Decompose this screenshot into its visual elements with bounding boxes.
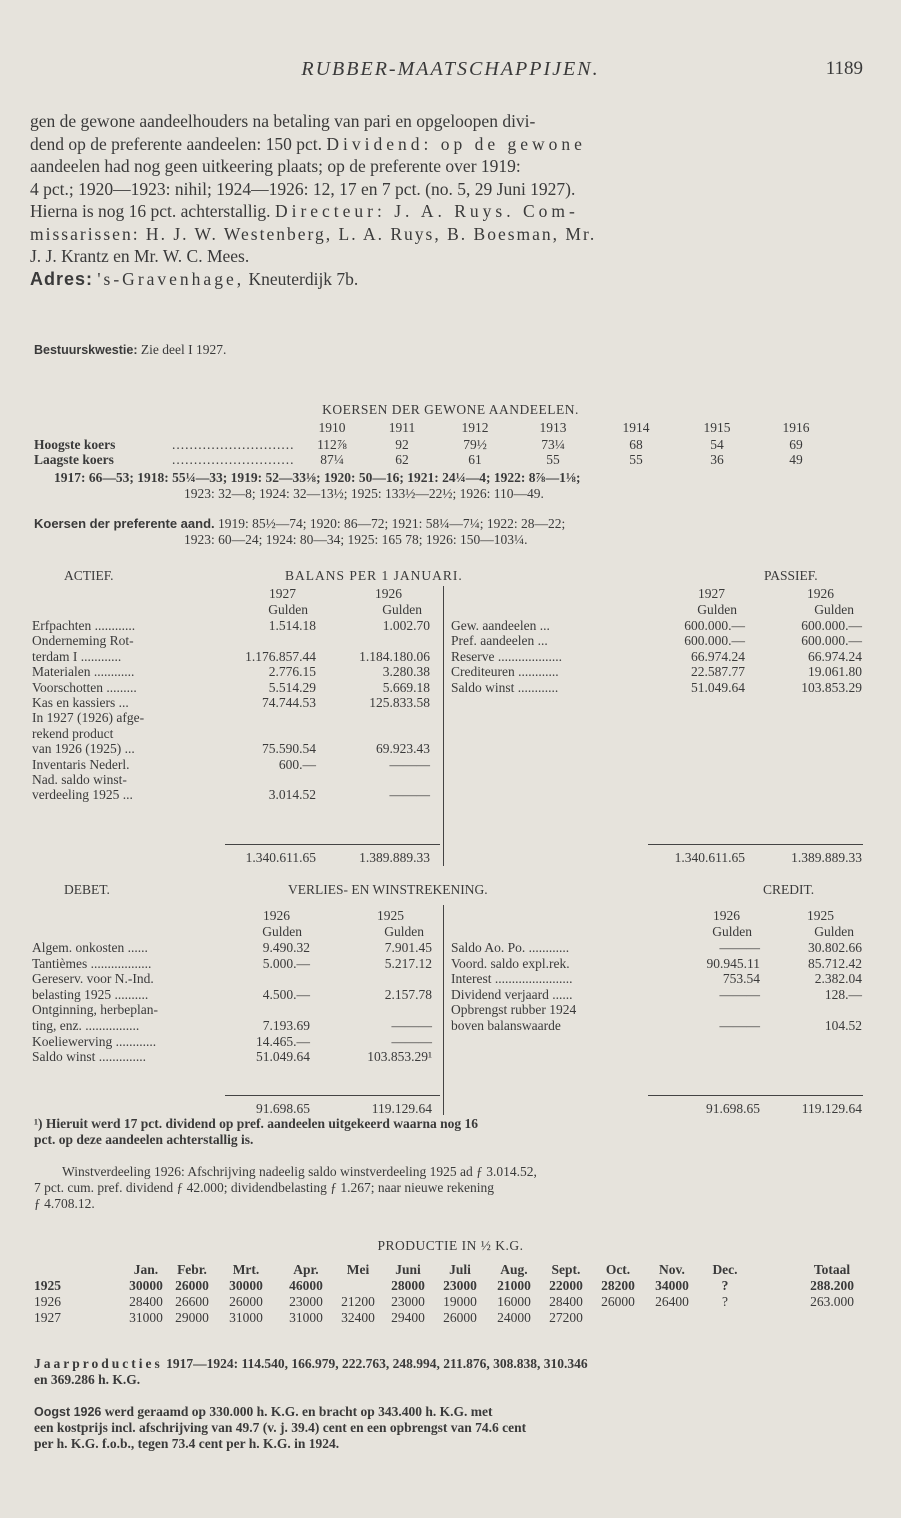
column-unit: Gulden (268, 602, 308, 617)
column-year: 1926 (375, 586, 402, 601)
left-row-value-b: 1.002.70 (382, 618, 430, 633)
koersen-row-dots: ............................ (172, 437, 295, 452)
right-row-value-b: 66.974.24 (808, 648, 862, 664)
koersen-value: 55 (629, 452, 643, 467)
column-unit: Gulden (814, 924, 854, 939)
right-row-value-a: ——— (719, 940, 760, 955)
productie-year: 1925 (34, 1278, 61, 1293)
productie-value: ? (722, 1294, 728, 1309)
left-total-b: 119.129.64 (371, 1101, 432, 1116)
productie-value: 30000 (229, 1278, 263, 1293)
right-row-value-b: 128.— (824, 986, 862, 1002)
productie-month: Mrt. (232, 1262, 260, 1277)
koersen-value: 73¼ (541, 437, 565, 452)
running-header (0, 58, 901, 88)
koersen-value: 79½ (463, 437, 487, 452)
column-unit: Gulden (697, 602, 737, 617)
adres-street: Kneuterdijk 7b. (248, 268, 359, 289)
right-total-a: 1.340.611.65 (674, 850, 745, 865)
directeur-label: Directeur: J. A. Ruys. Com- (274, 201, 579, 221)
koersen-value: 112⅞ (317, 437, 347, 452)
jaar-line-2: en 369.286 h. K.G. (34, 1372, 141, 1387)
left-row-value-a: 7.193.69 (262, 1018, 310, 1033)
left-row-label: rekend product (32, 725, 114, 741)
left-row-value-a: 74.744.53 (262, 695, 316, 710)
left-total-a: 1.340.611.65 (245, 850, 316, 865)
right-row-label: Reserve ................... (451, 648, 562, 664)
right-row-value-a: 51.049.64 (691, 679, 745, 695)
right-row-value-a: 90.945.11 (706, 955, 760, 971)
right-row-value-a: 753.54 (722, 971, 760, 987)
left-row-label: terdam I ............ (32, 648, 122, 664)
adres-line (30, 268, 870, 291)
intro-line-5-text: Hierna is nog 16 pct. achterstallig. (30, 201, 275, 221)
productie-month: Juli (449, 1262, 471, 1277)
adres-city: 's-Gravenhage, (97, 268, 245, 289)
intro-line-6: missarissen: H. J. W. Westenberg, L. A. Ruys, B. Boesman, Mr. (30, 223, 597, 244)
oogst-line-2: een kostprijs incl. afschrijving van 49.7 (v. j. 39.4) cent en een opbrengst van 74.6 cent (34, 1420, 527, 1435)
credit-heading: CREDIT. (763, 882, 815, 897)
koersen-value: 69 (789, 437, 803, 452)
right-row-label: Saldo winst ............ (451, 679, 559, 695)
debet-heading: DEBET. (64, 882, 110, 897)
koersen-value: 92 (395, 437, 409, 452)
productie-value: 22000 (549, 1278, 583, 1293)
total-rule (225, 1095, 440, 1096)
left-total-a: 91.698.65 (256, 1101, 310, 1116)
koersen-year: 1915 (703, 420, 731, 435)
left-row-value-b: 5.669.18 (382, 679, 430, 695)
left-row-value-b: ——— (389, 756, 430, 772)
oogst-text-1: werd geraamd op 330.000 h. K.G. en bracht op 343.400 h. K.G. met (104, 1404, 493, 1419)
left-row-label: Gereserv. voor N.-Ind. (32, 971, 154, 987)
productie-value: 263.000 (810, 1294, 854, 1309)
balans-title: BALANS PER 1 JANUARI. (285, 568, 463, 583)
pref-label: Koersen der preferente aand. (34, 516, 215, 531)
left-row-value-b: 3.280.38 (382, 664, 430, 680)
productie-value: 16000 (497, 1294, 531, 1309)
intro-line-1: gen de gewone aandeelhouders na betaling van pari en opgeloopen divi- (30, 111, 536, 131)
productie-value: 26400 (655, 1294, 689, 1309)
total-rule (225, 844, 440, 845)
left-row-value-b: 1.184.180.06 (359, 648, 430, 664)
column-unit: Gulden (384, 924, 424, 939)
koersen-year: 1912 (461, 420, 489, 435)
intro-paragraph (30, 110, 870, 290)
left-row-value-b: 5.217.12 (384, 955, 432, 971)
column-unit: Gulden (262, 924, 302, 939)
passief-heading: PASSIEF. (764, 568, 818, 583)
productie-title: PRODUCTIE IN ½ K.G. (377, 1238, 524, 1253)
right-row-value-b: 104.52 (824, 1018, 862, 1033)
total-rule (648, 1095, 863, 1096)
page-title: RUBBER-MAATSCHAPPIJEN. (301, 58, 600, 80)
productie-month: Totaal (813, 1262, 851, 1277)
winst-line-3: ƒ 4.708.12. (34, 1196, 95, 1211)
intro-line-2 (30, 133, 870, 156)
intro-line-2-text: dend op de preferente aandeelen: 150 pct. (30, 133, 327, 154)
right-row-label: boven balanswaarde (451, 1018, 561, 1033)
productie-month: Oct. (605, 1262, 631, 1277)
left-row-value-a: 1.176.857.44 (245, 648, 316, 664)
left-row-label: Nad. saldo winst- (32, 772, 127, 787)
oogst-line-3: per h. K.G. f.o.b., tegen 73.4 cent per h. K.G. in 1924. (34, 1436, 340, 1451)
productie-value: 23000 (289, 1294, 323, 1309)
productie-month: Jan. (133, 1262, 159, 1277)
dividend-label: Dividend: op de gewone (326, 133, 586, 154)
productie-value: 31000 (229, 1310, 263, 1325)
left-row-label: Erfpachten ............ (32, 618, 136, 633)
column-year: 1926 (263, 908, 290, 923)
productie-value: 29000 (175, 1310, 209, 1325)
productie-value: 34000 (655, 1278, 689, 1293)
right-row-label: Gew. aandeelen ... (451, 618, 550, 633)
koersen-year: 1913 (539, 420, 567, 435)
jaar-line-1 (34, 1356, 588, 1372)
column-unit: Gulden (814, 602, 854, 617)
left-row-value-b: ——— (391, 1033, 432, 1049)
right-row-value-b: 30.802.66 (808, 940, 862, 955)
koersen-value: 61 (468, 452, 482, 467)
right-row-value-b: 600.000.— (801, 633, 862, 649)
left-row-label: In 1927 (1926) afge- (32, 710, 145, 726)
koersen-value: 68 (629, 437, 643, 452)
pref-values-1: 1919: 85½—74; 1920: 86—72; 1921: 58¼—7¼; 1922: 28—22; (218, 516, 566, 531)
productie-value: ? (721, 1278, 729, 1293)
right-row-value-b: 600.000.— (801, 618, 862, 633)
column-unit: Gulden (382, 602, 422, 617)
column-year: 1926 (713, 908, 740, 923)
left-row-label: Saldo winst .............. (32, 1049, 147, 1065)
adres-label: Adres: (30, 268, 94, 289)
productie-month: Dec. (712, 1262, 738, 1277)
productie-value: 31000 (289, 1310, 323, 1325)
left-row-value-a: 14.465.— (256, 1033, 310, 1049)
productie-value: 24000 (497, 1310, 531, 1325)
right-row-value-a: 600.000.— (684, 618, 745, 633)
right-row-value-a: 22.587.77 (691, 664, 745, 680)
right-row-label: Interest ....................... (451, 971, 573, 987)
left-row-value-a: 600.— (278, 756, 316, 772)
left-row-label: Koeliewerving ............ (32, 1033, 157, 1049)
left-row-label: Tantièmes .................. (32, 955, 152, 971)
productie-value: 288.200 (810, 1278, 854, 1293)
left-row-value-b: 69.923.43 (376, 741, 430, 757)
left-row-label: ting, enz. ................ (32, 1018, 140, 1033)
left-row-label: van 1926 (1925) ... (32, 741, 135, 757)
left-row-value-a: 5.000.— (262, 955, 310, 971)
total-rule (648, 844, 863, 845)
productie-value: 30000 (129, 1278, 163, 1293)
koersen-value: 55 (546, 452, 560, 467)
column-year: 1927 (269, 586, 296, 601)
intro-line-5 (30, 200, 870, 223)
koersen-year: 1914 (622, 420, 650, 435)
footnote-2: pct. op deze aandeelen achterstallig is. (34, 1132, 254, 1147)
left-row-value-b: ——— (391, 1018, 432, 1033)
right-total-b: 119.129.64 (801, 1101, 862, 1116)
right-row-label: Pref. aandeelen ... (451, 633, 548, 649)
productie-value: 21200 (341, 1294, 375, 1309)
column-year: 1926 (807, 586, 834, 601)
right-row-value-a: ——— (719, 1018, 760, 1033)
productie-value: 28000 (391, 1278, 425, 1293)
productie-value: 19000 (443, 1294, 477, 1309)
right-row-value-a: 66.974.24 (691, 648, 745, 664)
column-year: 1925 (377, 908, 404, 923)
productie-month: Sept. (551, 1262, 581, 1277)
right-row-value-a: ——— (719, 986, 760, 1002)
right-row-value-b: 85.712.42 (808, 955, 862, 971)
left-row-value-a: 5.514.29 (268, 679, 316, 695)
productie-value: 21000 (497, 1278, 531, 1293)
koersen-value: 62 (395, 452, 409, 467)
koersen-row-dots: ............................ (172, 452, 295, 467)
intro-line-3: aandeelen had nog geen uitkeering plaats; op de preferente over 1919: (30, 156, 521, 176)
left-row-value-a: 51.049.64 (256, 1049, 310, 1065)
productie-value: 46000 (289, 1278, 323, 1293)
right-row-label: Dividend verjaard ...... (451, 986, 573, 1002)
productie-value: 31000 (129, 1310, 163, 1325)
left-row-label: Materialen ............ (32, 664, 135, 680)
koersen-value: 87¼ (320, 452, 344, 467)
pref-line-2: 1923: 60—24; 1924: 80—34; 1925: 165 78; 1926: 150—103¼. (184, 532, 528, 547)
left-row-label: Voorschotten ......... (32, 679, 137, 695)
bestuur-line (34, 342, 226, 359)
bestuur-label: Bestuurskwestie: (34, 343, 138, 357)
productie-year: 1926 (34, 1294, 61, 1309)
left-row-label: Inventaris Nederl. (32, 756, 130, 772)
koersen-value: 49 (789, 452, 803, 467)
left-row-label: belasting 1925 .......... (32, 986, 149, 1002)
productie-value: 26000 (601, 1294, 635, 1309)
left-row-value-b: 7.901.45 (384, 940, 432, 955)
koersen-row-label: Laagste koers (34, 452, 114, 467)
intro-line-7: J. J. Krantz en Mr. W. C. Mees. (30, 246, 250, 266)
balans-divider (443, 586, 444, 866)
winst-line-2: 7 pct. cum. pref. dividend ƒ 42.000; dividendbelasting ƒ 1.267; naar nieuwe rekening (34, 1180, 495, 1195)
productie-value: 28200 (601, 1278, 635, 1293)
jaar-label: Jaarproducties (34, 1356, 163, 1371)
column-year: 1925 (807, 908, 834, 923)
productie-value: 27200 (549, 1310, 583, 1325)
right-row-value-b: 2.382.04 (814, 971, 862, 987)
koersen-year: 1916 (782, 420, 810, 435)
koersen-value: 36 (710, 452, 724, 467)
productie-value: 29400 (391, 1310, 425, 1325)
koersen-row-label: Hoogste koers (34, 437, 116, 452)
left-row-label: Kas en kassiers ... (32, 695, 129, 710)
left-row-value-a: 9.490.32 (262, 940, 310, 955)
jaar-values: 1917—1924: 114.540, 166.979, 222.763, 248.994, 211.876, 308.838, 310.346 (166, 1356, 588, 1371)
productie-value: 28400 (129, 1294, 163, 1309)
footnote-1: ¹) Hieruit werd 17 pct. dividend op pref. aandeelen uitgekeerd waarna nog 16 (34, 1116, 479, 1131)
column-year: 1927 (698, 586, 725, 601)
column-unit: Gulden (712, 924, 752, 939)
left-row-value-b: 2.157.78 (384, 986, 432, 1002)
productie-month: Aug. (500, 1262, 528, 1277)
right-row-label: Saldo Ao. Po. ............ (451, 940, 570, 955)
verlies-divider (443, 905, 444, 1115)
koersen-line-2: 1923: 32—8; 1924: 32—13½; 1925: 133½—22½; 1926: 110—49. (184, 486, 544, 501)
left-row-value-b: ——— (389, 787, 430, 803)
koersen-value: 54 (710, 437, 724, 452)
productie-value: 23000 (391, 1294, 425, 1309)
left-total-b: 1.389.889.33 (359, 850, 430, 865)
actief-heading: ACTIEF. (64, 568, 114, 583)
right-total-a: 91.698.65 (706, 1101, 760, 1116)
productie-value: 26000 (443, 1310, 477, 1325)
productie-value: 26000 (175, 1278, 209, 1293)
bestuur-text: Zie deel I 1927. (140, 342, 227, 357)
left-row-label: verdeeling 1925 ... (32, 787, 133, 803)
left-row-value-b: 103.853.29¹ (367, 1049, 432, 1065)
productie-value: 32400 (341, 1310, 375, 1325)
verlies-title: VERLIES- EN WINSTREKENING. (288, 882, 488, 897)
page-number: 1189 (825, 58, 863, 79)
productie-month: Juni (395, 1262, 421, 1277)
koersen-year: 1910 (318, 420, 346, 435)
right-row-label: Crediteuren ............ (451, 664, 559, 680)
winst-line-1: Winstverdeeling 1926: Afschrijving nadeelig saldo winstverdeeling 1925 ad ƒ 3.014.52, (62, 1164, 537, 1179)
productie-value: 26000 (229, 1294, 263, 1309)
productie-value: 23000 (443, 1278, 477, 1293)
koersen-year: 1911 (388, 420, 416, 435)
left-row-label: Onderneming Rot- (32, 633, 134, 649)
oogst-line-1 (34, 1404, 493, 1421)
productie-month: Nov. (659, 1262, 685, 1277)
productie-value: 26600 (175, 1294, 209, 1309)
pref-line-1 (34, 516, 565, 532)
productie-month: Febr. (177, 1262, 207, 1277)
right-row-label: Voord. saldo expl.rek. (451, 955, 570, 971)
right-row-value-b: 103.853.29 (801, 679, 862, 695)
left-row-value-b: 125.833.58 (369, 695, 430, 710)
productie-year: 1927 (34, 1310, 61, 1325)
left-row-value-a: 2.776.15 (268, 664, 316, 680)
oogst-label: Oogst 1926 (34, 1405, 102, 1419)
left-row-value-a: 75.590.54 (262, 741, 316, 757)
productie-month: Mei (346, 1262, 370, 1277)
right-row-label: Opbrengst rubber 1924 (451, 1002, 577, 1018)
intro-line-4: 4 pct.; 1920—1923: nihil; 1924—1926: 12, 17 en 7 pct. (no. 5, 29 Juni 1927). (30, 178, 576, 199)
koersen-line-1: 1917: 66—53; 1918: 55¼—33; 1919: 52—33⅛; 1920: 50—16; 1921: 24¼—4; 1922: 8⅞—1⅛; (54, 470, 581, 485)
productie-value: 28400 (549, 1294, 583, 1309)
left-row-value-a: 3.014.52 (268, 787, 316, 803)
left-row-value-a: 1.514.18 (268, 618, 316, 633)
productie-month: Apr. (293, 1262, 319, 1277)
left-row-label: Algem. onkosten ...... (32, 940, 148, 955)
right-row-value-b: 19.061.80 (808, 664, 862, 680)
left-row-value-a: 4.500.— (262, 986, 310, 1002)
koersen-title: KOERSEN DER GEWONE AANDEELEN. (322, 402, 579, 417)
right-total-b: 1.389.889.33 (791, 850, 862, 865)
right-row-value-a: 600.000.— (684, 633, 745, 649)
left-row-label: Ontginning, herbeplan- (32, 1002, 158, 1018)
